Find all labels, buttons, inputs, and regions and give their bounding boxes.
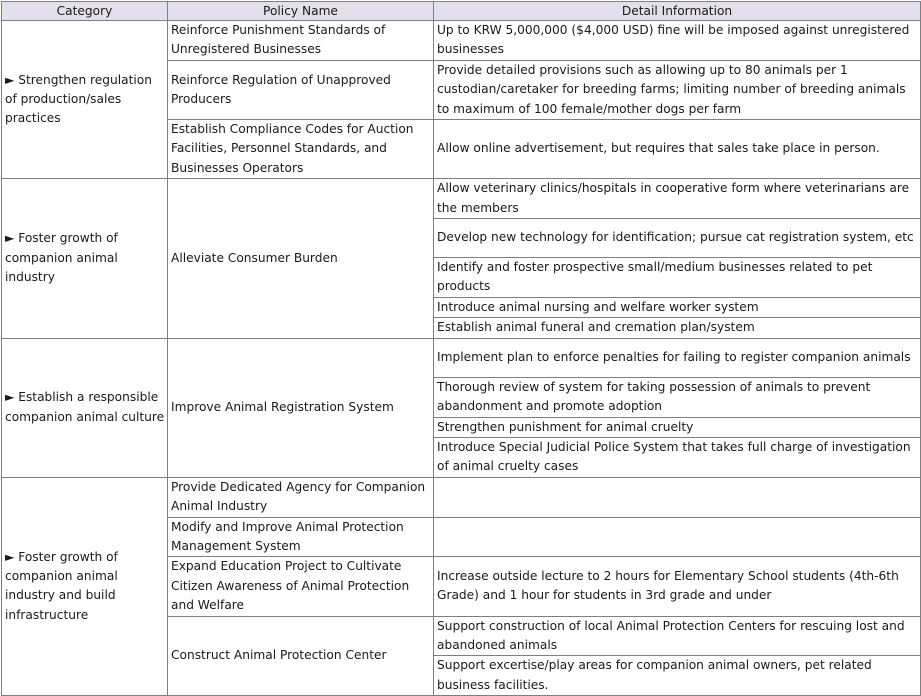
- detail-cell: [434, 517, 921, 557]
- detail-cell: Support excertise/play areas for companion animal owners, pet related business facilities.: [434, 656, 921, 696]
- header-category: Category: [2, 2, 168, 21]
- policy-table: [1, 1, 921, 696]
- policy-cell: Improve Animal Registration System: [168, 338, 434, 477]
- detail-cell: Up to KRW 5,000,000 ($4,000 USD) fine will be imposed against unregistered businesses: [434, 21, 921, 61]
- detail-cell: Establish animal funeral and cremation plan/system: [434, 318, 921, 338]
- detail-cell: Identify and foster prospective small/medium businesses related to pet products: [434, 258, 921, 298]
- header-policy-name: Policy Name: [168, 2, 434, 21]
- detail-cell: Support construction of local Animal Protection Centers for rescuing lost and abandoned animals: [434, 616, 921, 656]
- policy-cell: Expand Education Project to Cultivate Citizen Awareness of Animal Protection and Welfare: [168, 557, 434, 616]
- policy-cell: Establish Compliance Codes for Auction Facilities, Personnel Standards, and Businesses Operators: [168, 120, 434, 179]
- detail-cell: Provide detailed provisions such as allowing up to 80 animals per 1 custodian/caretaker for breeding farms; limiting number of breeding animals to maximum of 100 female/mother dogs per farm: [434, 60, 921, 119]
- detail-cell: Introduce animal nursing and welfare worker system: [434, 297, 921, 317]
- policy-cell: Modify and Improve Animal Protection Management System: [168, 517, 434, 557]
- header-detail-information: Detail Information: [434, 2, 921, 21]
- policy-cell: Alleviate Consumer Burden: [168, 179, 434, 338]
- detail-cell: Allow veterinary clinics/hospitals in cooperative form where veterinarians are the members: [434, 179, 921, 219]
- category-cell: ► Foster growth of companion animal industry and build infrastructure: [2, 477, 168, 695]
- category-cell: ► Foster growth of companion animal industry: [2, 179, 168, 338]
- detail-cell: Develop new technology for identification; pursue cat registration system, etc: [434, 219, 921, 258]
- table-row: [2, 477, 921, 517]
- policy-cell: Reinforce Punishment Standards of Unregistered Businesses: [168, 21, 434, 61]
- table-row: [2, 338, 921, 377]
- detail-cell: Strengthen punishment for animal cruelty: [434, 417, 921, 437]
- detail-cell: Implement plan to enforce penalties for failing to register companion animals: [434, 338, 921, 377]
- detail-cell: Thorough review of system for taking possession of animals to prevent abandonment and promote adoption: [434, 377, 921, 417]
- detail-cell: [434, 477, 921, 517]
- detail-cell: Allow online advertisement, but requires that sales take place in person.: [434, 120, 921, 179]
- category-cell: ► Strengthen regulation of production/sales practices: [2, 21, 168, 179]
- policy-cell: Reinforce Regulation of Unapproved Producers: [168, 60, 434, 119]
- table-row: [2, 21, 921, 61]
- detail-cell: Increase outside lecture to 2 hours for Elementary School students (4th-6th Grade) and 1 hour for students in 3rd grade and under: [434, 557, 921, 616]
- category-cell: ► Establish a responsible companion animal culture: [2, 338, 168, 477]
- policy-cell: Provide Dedicated Agency for Companion Animal Industry: [168, 477, 434, 517]
- detail-cell: Introduce Special Judicial Police System that takes full charge of investigation of animal cruelty cases: [434, 437, 921, 477]
- policy-cell: Construct Animal Protection Center: [168, 616, 434, 696]
- header-row: [2, 2, 921, 21]
- table-row: [2, 179, 921, 219]
